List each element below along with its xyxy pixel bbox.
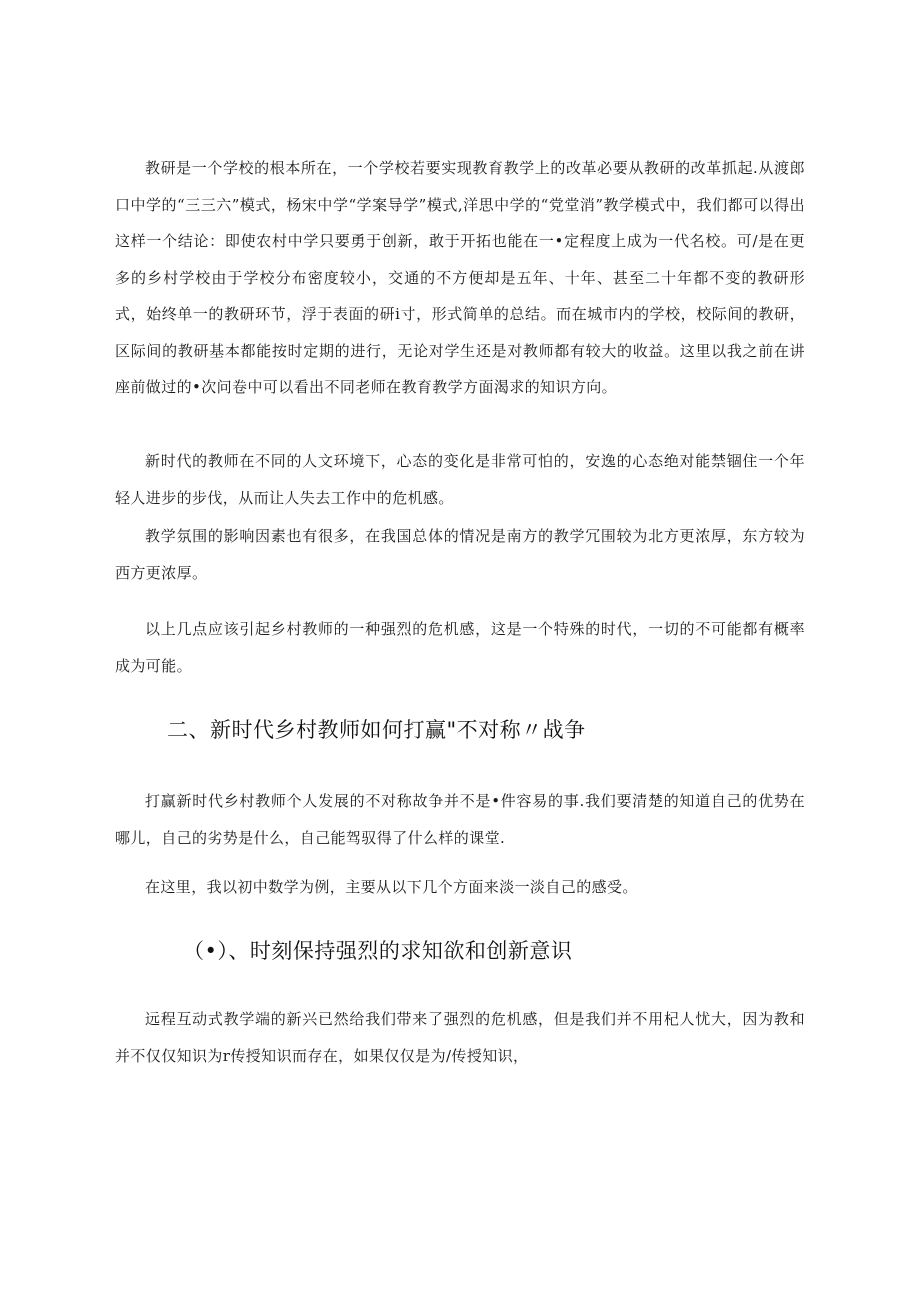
paragraph-remote-teaching: 远程互动式教学端的新兴已然给我们带来了强烈的危机感，但是我们并不用杞人忧大，因为教和并不仅仅知识为r传授知识而存在，如果仅仅是为/传授知识， xyxy=(115,1010,805,1065)
paragraph-asymmetric-war: 打赢新时代乡村教师个人发展的不对称故争并不是•件容易的事.我们要清楚的知道自己的优势在哪儿，自己的劣势是什么，自己能驾驭得了什么样的课堂. xyxy=(115,792,805,847)
paragraph-math-example: 在这里，我以初中数学为例，主要从以下几个方面来淡一淡自己的感受。 xyxy=(145,878,638,896)
paragraph-teaching-research: 教研是一个学校的根本所在，一个学校若要实现教育教学上的改革必要从教研的改革抓起.从渡郎口中学的“三三六”模式，杨宋中学“学案导学”模式,洋思中学的“党堂消”教学模式中，我们都可以得出这样一个结论：即使农村中学只要勇于创新，敢于开拓也能在一•定程度上成为一代名校。可/是在更多的乡村学校由于学校分布密度较小，交通的不方便却是五年、十年、甚至二十年都不变的教研形式，始终单一的教研环节，浮于表面的研i寸，形式简单的总结。而在城市内的学校，校际间的教研，区际间的教研基本都能按时定期的进行，无论对学生还是对教师都有较大的收益。这里以我之前在讲座前做过的•次问卷中可以看出不同老师在教育教学方面渴求的知识方向。 xyxy=(115,159,805,396)
section-heading-two: 二、新时代乡村教师如何打赢"不对称〃战争 xyxy=(167,718,586,742)
paragraph-crisis-awareness: 以上几点应该引起乡村教师的一种强烈的危机感，这是一个特殊的时代，一切的不可能都有概率成为可能。 xyxy=(115,620,805,675)
subsection-heading-one: （•）、时刻保持强烈的求知欲和创新意识 xyxy=(183,939,573,963)
paragraph-teaching-atmosphere: 教学氛围的影响因素也有很多，在我国总体的情况是南方的教学冗围较为北方更浓厚，东方较为西方更浓厚。 xyxy=(115,527,805,582)
paragraph-teacher-mindset: 新时代的教师在不同的人文环境下，心态的变化是非常可怕的，安逸的心态绝对能禁锢住一个年轻人进步的步伐，从而让人失去工作中的危机感。 xyxy=(115,452,805,507)
